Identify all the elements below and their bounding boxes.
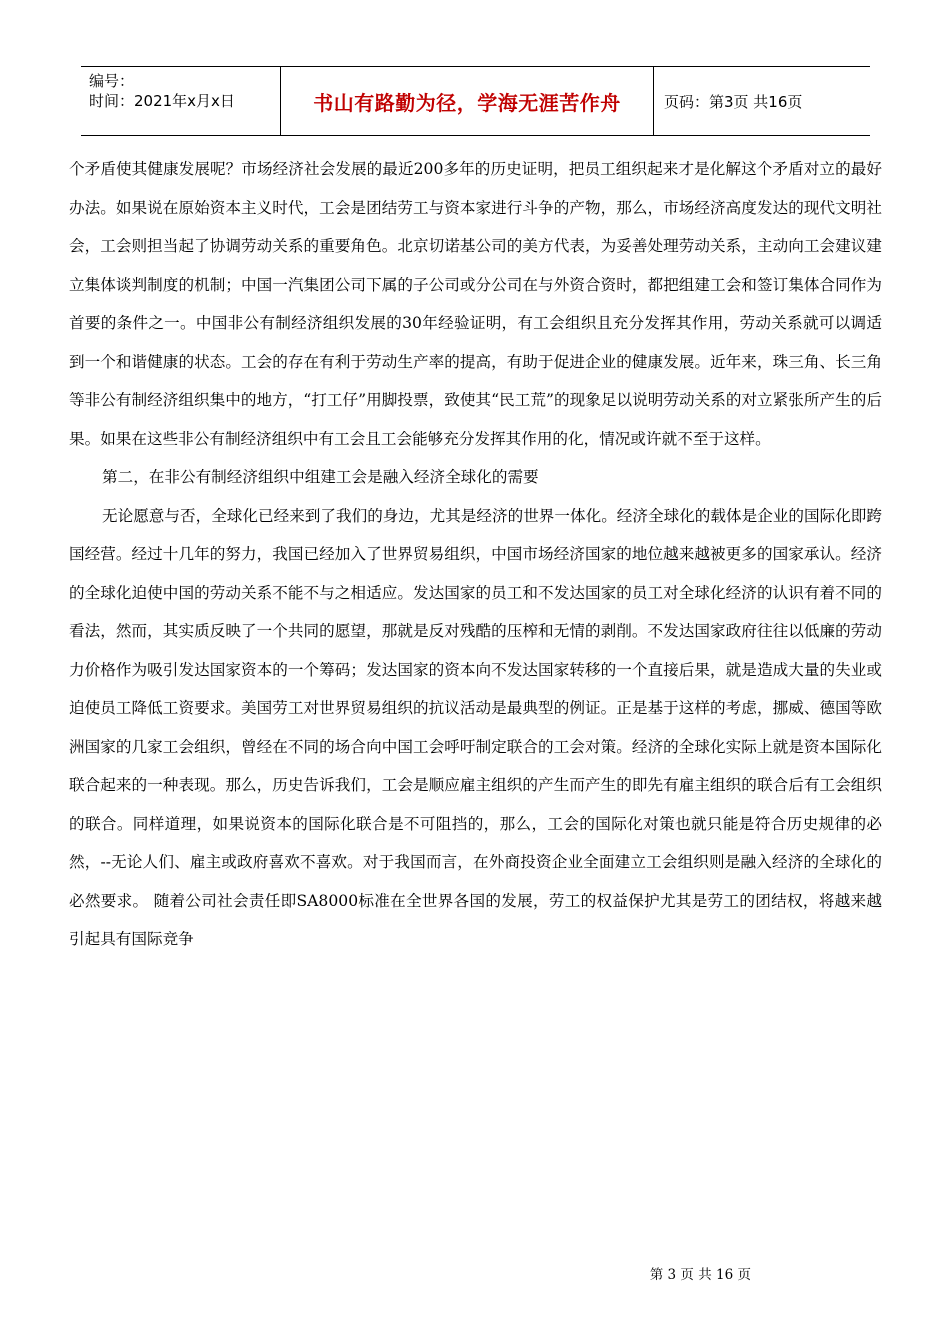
body-paragraph-1: 个矛盾使其健康发展呢？市场经济社会发展的最近200多年的历史证明，把员工组织起来才是化解这个矛盾对立的最好办法。如果说在原始资本主义时代，工会是团结劳工与资本家进行斗争的产物，那么，市场经济高度发达的现代文明社会，工会则担当起了协调劳动关系的重要角色。北京切诺基公司的美方代表，为妥善处理劳动关系，主动向工会建议建立集体谈判制度的机制；中国一汽集团公司下属的子公司或分公司在与外资合资时，都把组建工会和签订集体合同作为首要的条件之一。中国非公有制经济组织发展的30年经验证明，有工会组织且充分发挥其作用，劳动关系就可以调适到一个和谐健康的状态。工会的存在有利于劳动生产率的提高，有助于促进企业的健康发展。近年来，珠三角、长三角等非公有制经济组织集中的地方，“打工仔”用脚投票，致使其“民工荒”的现象足以说明劳动关系的对立紧张所产生的后果。如果在这些非公有制经济组织中有工会且工会能够充分发挥其作用的化，情况或许就不至于这样。 <box>69 160 882 448</box>
document-body <box>69 150 882 959</box>
document-date: 时间：2021年x月x日 <box>89 92 235 110</box>
footer-page-number: 第 3 页 共 16 页 <box>649 1267 751 1283</box>
header-motto: 书山有路勤为径，学海无涯苦作舟 <box>281 67 654 135</box>
document-number-label: 编号： <box>89 72 135 90</box>
section-heading: 第二，在非公有制经济组织中组建工会是融入经济全球化的需要 <box>102 468 539 486</box>
header-page-info: 页码：第3页 共16页 <box>664 92 803 111</box>
body-paragraph-2: 无论愿意与否，全球化已经来到了我们的身边，尤其是经济的世界一体化。经济全球化的载体是企业的国际化即跨国经营。经过十几年的努力，我国已经加入了世界贸易组织，中国市场经济国家的地位越来越被更多的国家承认。经济的全球化迫使中国的劳动关系不能不与之相适应。发达国家的员工和不发达国家的员工对全球化经济的认识有着不同的看法，然而，其实质反映了一个共同的愿望，那就是反对残酷的压榨和无情的剥削。不发达国家政府往往以低廉的劳动力价格作为吸引发达国家资本的一个筹码；发达国家的资本向不发达国家转移的一个直接后果，就是造成大量的失业或迫使员工降低工资要求。美国劳工对世界贸易组织的抗议活动是最典型的例证。正是基于这样的考虑，挪威、德国等欧洲国家的几家工会组织，曾经在不同的场合向中国工会呼吁制定联合的工会对策。经济的全球化实际上就是资本国际化联合起来的一种表现。那么，历史告诉我们，工会是顺应雇主组织的产生而产生的即先有雇主组织的联合后有工会组织的联合。同样道理，如果说资本的国际化联合是不可阻挡的，那么，工会的国际化对策也就只能是符合历史规律的必然，--无论人们、雇主或政府喜欢不喜欢。对于我国而言，在外商投资企业全面建立工会组织则是融入经济的全球化的必然要求。 随着公司社会责任即SA8000标准在全世界各国的发展，劳工的权益保护尤其是劳工的团结权，将越来越引起具有国际竞争 <box>69 506 882 948</box>
header-meta <box>81 67 281 135</box>
page-footer <box>0 1263 950 1283</box>
document-header <box>81 66 870 136</box>
